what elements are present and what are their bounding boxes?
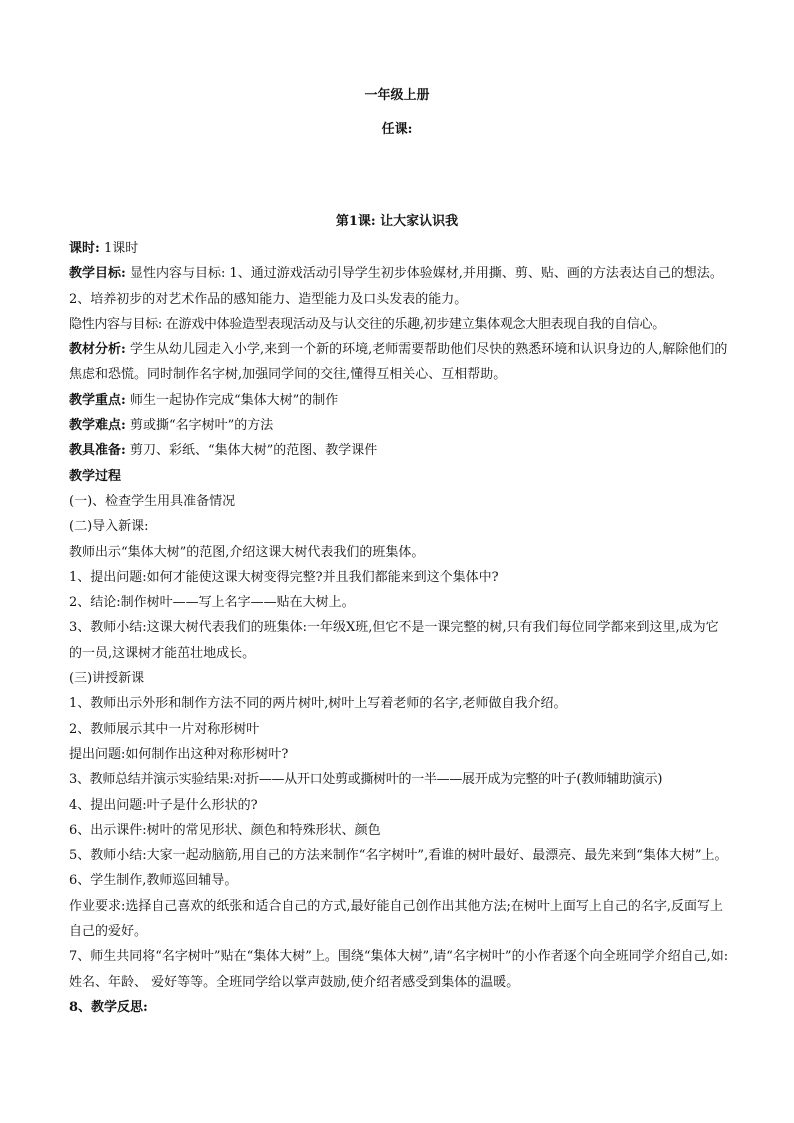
goal-text-1: 显性内容与目标: 1、通过游戏活动引导学生初步体验媒材,并用撕、剪、贴、画的方法表达自己的想法。: [129, 266, 723, 282]
process-line: 3、教师总结并演示实验结果:对折——从开口处剪或撕树叶的一半——展开成为完整的叶子(教师辅助演示): [69, 772, 663, 788]
grade-heading: 一年级上册: [364, 88, 430, 103]
key-label: 教学重点:: [69, 392, 126, 408]
teaching-key: [69, 388, 729, 413]
teacher-label: 任课:: [381, 122, 413, 137]
lesson-body: [69, 236, 729, 1020]
teaching-tools: [69, 438, 729, 463]
hours-value: 1课时: [103, 241, 139, 256]
material-analysis: [69, 337, 729, 388]
process-line: 1、教师出示外形和制作方法不同的两片树叶,树叶上写着老师的名字,老师做自我介绍。: [69, 696, 567, 712]
process-line: (二)导入新课:: [69, 519, 149, 535]
goal-label: 教学目标:: [69, 266, 126, 282]
hours-label: 课时:: [69, 241, 100, 256]
lesson-title: 第1课: 让大家认识我: [335, 214, 459, 229]
goal-text-2: 2、培养初步的对艺术作品的感知能力、造型能力及口头发表的能力。: [69, 291, 468, 307]
analysis-label: 教材分析:: [69, 342, 126, 358]
process-heading: 教学过程: [69, 468, 122, 484]
process-line: (三)讲授新课: [69, 671, 145, 687]
tools-label: 教具准备:: [69, 443, 126, 459]
process-line: 5、教师小结:大家一起动脑筋,用自己的方法来制作“名字树叶”,看谁的树叶最好、最漂亮、最先来到“集体大树”上。: [69, 848, 728, 864]
process-line: (一)、检查学生用具准备情况: [69, 493, 236, 509]
process-line: 提出问题:如何制作出这种对称形树叶?: [69, 746, 289, 762]
process-line: 作业要求:选择自己喜欢的纸张和适合自己的方式,最好能自己创作出其他方法;在树叶上面写上自己的名字,反面写上自己的爱好。: [69, 898, 724, 940]
process-line: 6、学生制作,教师巡回辅导。: [69, 873, 238, 889]
lesson-hours: [69, 236, 729, 261]
teaching-difficulty: [69, 413, 729, 438]
teaching-goal: [69, 261, 729, 286]
difficulty-text: 剪或撕“名字树叶”的方法: [129, 418, 274, 434]
analysis-text: 学生从幼儿园走入小学,来到一个新的环境,老师需要帮助他们尽快的熟悉环境和认识身边的人,解除他们的焦虑和恐慌。同时制作名字树,加强同学间的交往,懂得互相关心、互相帮助。: [69, 342, 728, 383]
process-line: 4、提出问题:叶子是什么形状的?: [69, 797, 258, 813]
tools-text: 剪刀、彩纸、“集体大树”的范图、教学课件: [129, 443, 378, 459]
goal-text-3: 隐性内容与目标: 在游戏中体验造型表现活动及与认交往的乐趣,初步建立集体观念大胆表现自我的自信心。: [69, 316, 665, 332]
process-line: 2、教师展示其中一片对称形树叶: [69, 721, 260, 737]
reflection-heading: 8、教学反思:: [69, 999, 148, 1015]
process-line: 3、教师小结:这课大树代表我们的班集体:一年级X班,但它不是一课完整的树,只有我们每位同学都来到这里,成为它的一员,这课树才能茁壮地成长。: [69, 620, 719, 661]
process-line: 6、出示课件:树叶的常见形状、颜色和特殊形状、颜色: [69, 822, 381, 838]
process-line: 1、提出问题:如何才能使这课大树变得完整?并且我们都能来到这个集体中?: [69, 569, 499, 585]
process-line: 7、师生共同将“名字树叶”贴在“集体大树”上。围绕“集体大树”,请“名字树叶”的小作者逐个向全班同学介绍自己,如:姓名、年龄、 爱好等等。全班同学给以掌声鼓励,使介绍者感受到集体的温暖。: [69, 949, 729, 990]
key-text: 师生一起协作完成“集体大树”的制作: [129, 392, 339, 408]
difficulty-label: 教学难点:: [69, 418, 126, 434]
process-line: 教师出示“集体大树”的范图,介绍这课大树代表我们的班集体。: [69, 544, 425, 560]
process-line: 2、结论:制作树叶——写上名字——贴在大树上。: [69, 595, 355, 611]
